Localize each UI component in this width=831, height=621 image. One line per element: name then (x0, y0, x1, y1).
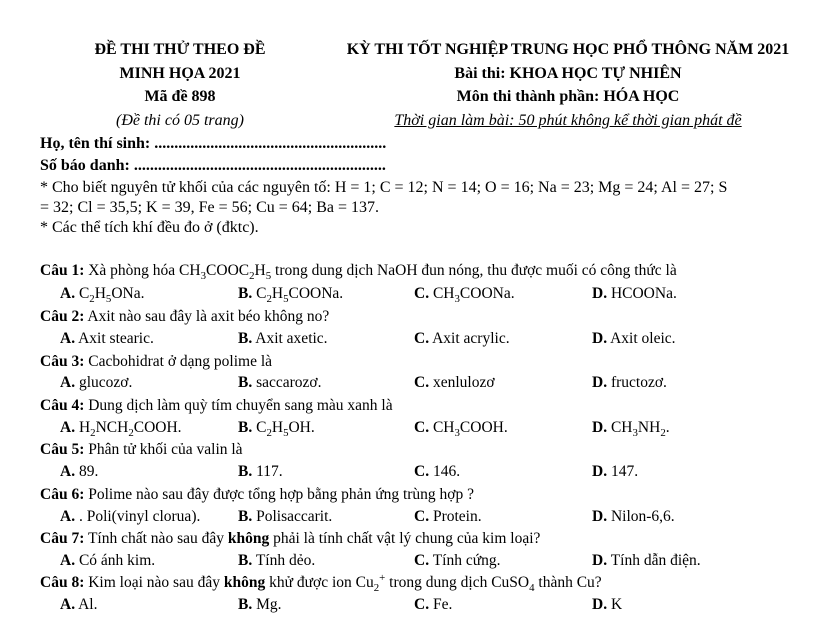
answer-option-b: B. Axit axetic. (238, 330, 328, 347)
question-6: Câu 6: Polime nào sau đây được tổng hợp bằng phản ứng trùng hợp ? (40, 486, 475, 503)
question-label: Câu 6: (40, 486, 85, 503)
question-label: Câu 7: (40, 530, 85, 547)
candidate-name-field: Họ, tên thí sinh: .......................................................... (40, 135, 387, 152)
question-7: Câu 7: Tính chất nào sau đây không phải là tính chất vật lý chung của kim loại? (40, 530, 541, 547)
answer-option-a: A. $C_2H_5ONa$. (60, 285, 145, 306)
question-1: Câu 1: Xà phòng hóa $CH_3COOC_2H_5$ trong dung dịch NaOH đun nóng, thu được muối có công thức là (40, 262, 677, 283)
answer-option-b: B. Tính dẻo. (238, 552, 316, 569)
question-label: Câu 1: (40, 262, 85, 279)
question-label: Câu 5: (40, 441, 85, 458)
exam-title: KỲ THI TỐT NGHIỆP TRUNG HỌC PHỔ THÔNG NĂM 2021 (346, 41, 790, 58)
component-label: Môn thi thành phần: HÓA HỌC (456, 88, 680, 105)
atomic-mass-note-2: = 32; Cl = 35,5; K = 39, Fe = 56; Cu = 64; Ba = 137. (40, 199, 380, 216)
question-5: Câu 5: Phân tử khối của valin là (40, 441, 243, 458)
answer-option-b: B. Mg. (238, 596, 282, 613)
answer-option-a: A. 89. (60, 463, 99, 480)
time-note: Thời gian làm bài: 50 phút không kể thời gian phát đề (394, 111, 742, 129)
answer-option-c: C. $CH_3COONa$. (414, 285, 515, 306)
answer-option-b: B. 117. (238, 463, 283, 480)
answer-option-d: D. $CH_3NH_2$. (592, 419, 670, 440)
header-left-line1: ĐỀ THI THỬ THEO ĐỀ (94, 41, 266, 58)
answer-option-a: A. Al. (60, 596, 98, 613)
answer-option-d: D. 147. (592, 463, 639, 480)
answer-option-b: B. $C_2H_5COONa$. (238, 285, 344, 306)
gas-volume-note: * Các thể tích khí đều đo ở (đktc). (40, 219, 259, 236)
question-label: Câu 3: (40, 353, 85, 370)
answer-option-c: C. $CH_3COOH$. (414, 419, 508, 440)
answer-option-a: A. Axit stearic. (60, 330, 154, 347)
question-label: Câu 2: (40, 308, 85, 325)
question-4: Câu 4: Dung dịch làm quỳ tím chuyển sang màu xanh là (40, 397, 393, 414)
answer-option-c: C. 146. (414, 463, 461, 480)
question-3: Câu 3: Cacbohidrat ở dạng polime là (40, 353, 273, 370)
answer-option-d: D. K (592, 596, 623, 613)
answer-option-d: D. HCOONa. (592, 285, 677, 302)
question-2: Câu 2: Axit nào sau đây là axit béo không no? (40, 308, 330, 325)
answer-option-c: C. xenlulozơ (414, 374, 495, 391)
answer-option-c: C. Protein. (414, 508, 482, 525)
answer-option-a: A. . Poli(vinyl clorua). (60, 508, 201, 525)
atomic-mass-note-1: * Cho biết nguyên tử khối của các nguyên tố: H = 1; C = 12; N = 14; O = 16; Na = 23; Mg = 24; Al = 27; S (40, 179, 728, 196)
answer-option-a: A. Có ánh kim. (60, 552, 156, 569)
answer-option-c: C. Tính cứng. (414, 552, 501, 569)
header-left (60, 38, 300, 132)
candidate-id-field: Số báo danh: ............................................................... (40, 157, 386, 174)
answer-option-b: B. $C_2H_5OH$. (238, 419, 315, 440)
header-left-line2: MINH HỌA 2021 (119, 64, 241, 82)
pages-note: (Đề thi có 05 trang) (116, 111, 244, 129)
answer-option-c: C. Fe. (414, 596, 453, 613)
answer-option-d: D. fructozơ. (592, 374, 667, 391)
header-right (318, 38, 818, 132)
answer-option-b: B. saccarozơ. (238, 374, 322, 391)
exam-code: Mã đề 898 (144, 88, 216, 105)
question-8: Câu 8: Kim loại nào sau đây không khử được ion $Cu_2^+$ trong dung dịch CuSO$_4$ thành Cu? (40, 571, 602, 595)
question-label: Câu 8: (40, 574, 85, 591)
answer-option-d: D. Axit oleic. (592, 330, 676, 347)
answer-option-c: C. Axit acrylic. (414, 330, 510, 347)
question-label: Câu 4: (40, 397, 85, 414)
answer-option-d: D. Tính dẫn điện. (592, 552, 701, 569)
answer-option-b: B. Polisaccarit. (238, 508, 333, 525)
answer-option-a: A. glucozơ. (60, 374, 133, 391)
answer-option-a: A. $H_2NCH_2COOH$. (60, 419, 182, 440)
answer-option-d: D. Nilon-6,6. (592, 508, 675, 525)
subject-label: Bài thi: KHOA HỌC TỰ NHIÊN (454, 64, 682, 82)
